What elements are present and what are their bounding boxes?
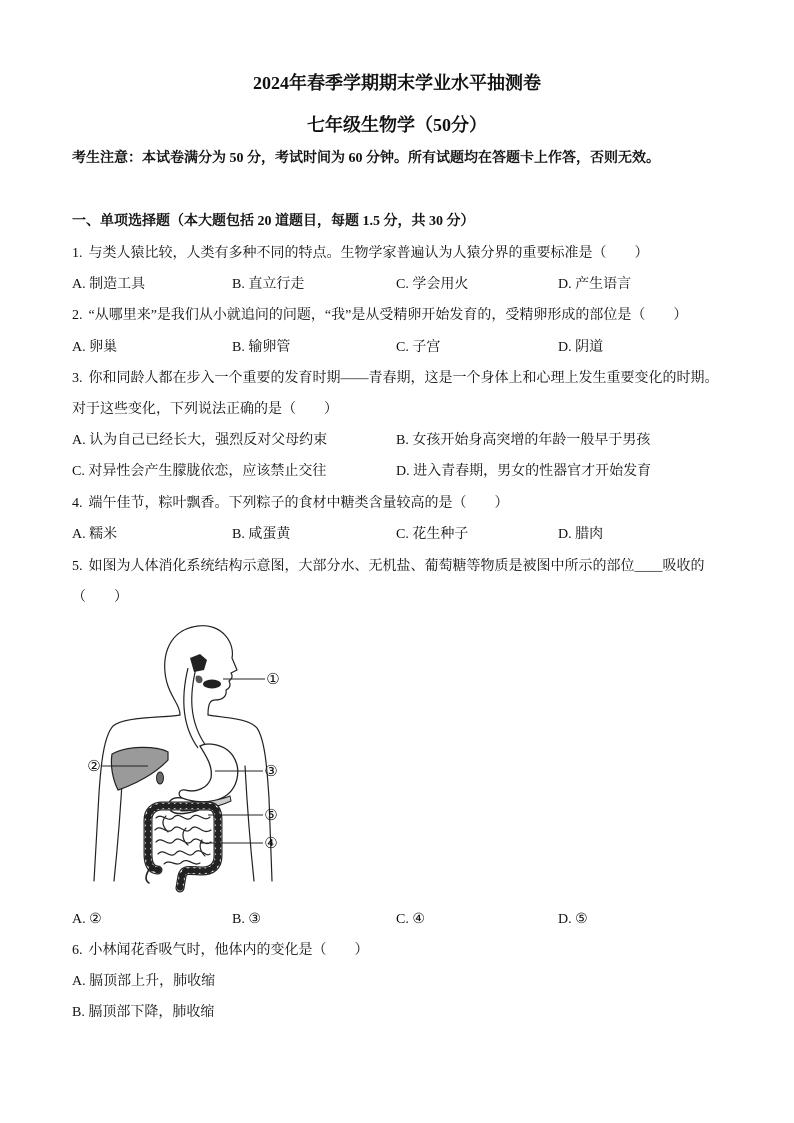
question-number: 3. [72, 371, 83, 386]
question-text: 小林闻花香吸气时，他体内的变化是（ ） [88, 943, 369, 958]
option-c: C. 对异性会产生朦胧依恋，应该禁止交往 [72, 464, 327, 479]
question-stem [72, 238, 724, 269]
small-intestine [155, 815, 211, 864]
option-a: A. ② [72, 912, 102, 927]
gallbladder [157, 772, 164, 784]
question-text: “从哪里来”是我们从小就追问的问题，“我”是从受精卵开始发育的，受精卵形成的部位是（ ） [88, 308, 688, 323]
question-stem [72, 363, 724, 425]
label-2: ② [87, 757, 101, 775]
digestive-system-diagram [80, 618, 295, 893]
option-d: D. 进入青春期，男女的性器官才开始发育 [396, 464, 652, 479]
exam-subtitle: 七年级生物学（50分） [307, 115, 487, 135]
question-number: 4. [72, 496, 83, 511]
option-b: B. 膈顶部下降，肺收缩 [72, 1005, 215, 1020]
option-c: C. 学会用火 [396, 277, 469, 292]
question-stem [72, 488, 724, 519]
question-number: 2. [72, 308, 83, 323]
option-b: B. 咸蛋黄 [232, 527, 291, 542]
option-b: B. 女孩开始身高突增的年龄一般早于男孩 [396, 433, 651, 448]
question-text: 你和同龄人都在步入一个重要的发育时期——青春期，这是一个身体上和心理上发生重要变化的时期。对于这些变化，下列说法正确的是（ ） [72, 371, 719, 417]
label-5: ⑤ [264, 806, 278, 824]
stomach [179, 744, 238, 802]
small-intestine-coil [155, 827, 211, 832]
question-text: 与类人猿比较，人类有多种不同的特点。生物学家普遍认为人猿分界的重要标准是（ ） [88, 246, 649, 261]
option-d: D. 阴道 [558, 340, 604, 355]
question-number: 1. [72, 246, 83, 261]
option-d: D. 腊肉 [558, 527, 604, 542]
question-text: 端午佳节，粽叶飘香。下列粽子的食材中糖类含量较高的是（ ） [88, 496, 509, 511]
option-a: A. 制造工具 [72, 277, 146, 292]
question-stem [72, 300, 724, 331]
right-inner-arm-line [245, 766, 254, 881]
option-c: C. ④ [396, 912, 425, 927]
option-c: C. 子宫 [396, 340, 441, 355]
option-a: A. 膈顶部上升，肺收缩 [72, 974, 216, 989]
option-a: A. 认为自己已经长大，强烈反对父母约束 [72, 433, 328, 448]
exam-title: 2024年春季学期期末学业水平抽测卷 [253, 73, 541, 93]
small-intestine-coil [164, 861, 200, 864]
mouth-cavity [203, 680, 221, 689]
label-3: ③ [264, 762, 278, 780]
option-d: D. ⑤ [558, 912, 588, 927]
option-b: B. 直立行走 [232, 277, 305, 292]
option-a: A. 卵巢 [72, 340, 118, 355]
option-c: C. 花生种子 [396, 527, 469, 542]
question-number: 5. [72, 559, 83, 574]
option-b: B. ③ [232, 912, 261, 927]
question-stem [72, 935, 724, 966]
question-text: 如图为人体消化系统结构示意图，大部分水、无机盐、葡萄糖等物质是被图中所示的部位____吸收的（ ） [72, 559, 705, 605]
pharynx [190, 654, 207, 672]
left-arm-outline [94, 715, 180, 881]
question-number: 6. [72, 943, 83, 958]
option-d: D. 产生语言 [558, 277, 632, 292]
option-a: A. 糯米 [72, 527, 118, 542]
section-heading: 一、单项选择题（本大题包括 20 道题目，每题 1.5 分，共 30 分） [72, 214, 475, 229]
question-stem [72, 551, 724, 613]
label-4: ④ [264, 834, 278, 852]
candidate-notice: 考生注意：本试卷满分为 50 分，考试时间为 60 分钟。所有试题均在答题卡上作答，否则无效。 [72, 151, 660, 166]
appendix [146, 868, 150, 883]
label-1: ① [266, 670, 280, 688]
salivary-gland [196, 675, 203, 683]
option-b: B. 输卵管 [232, 340, 291, 355]
